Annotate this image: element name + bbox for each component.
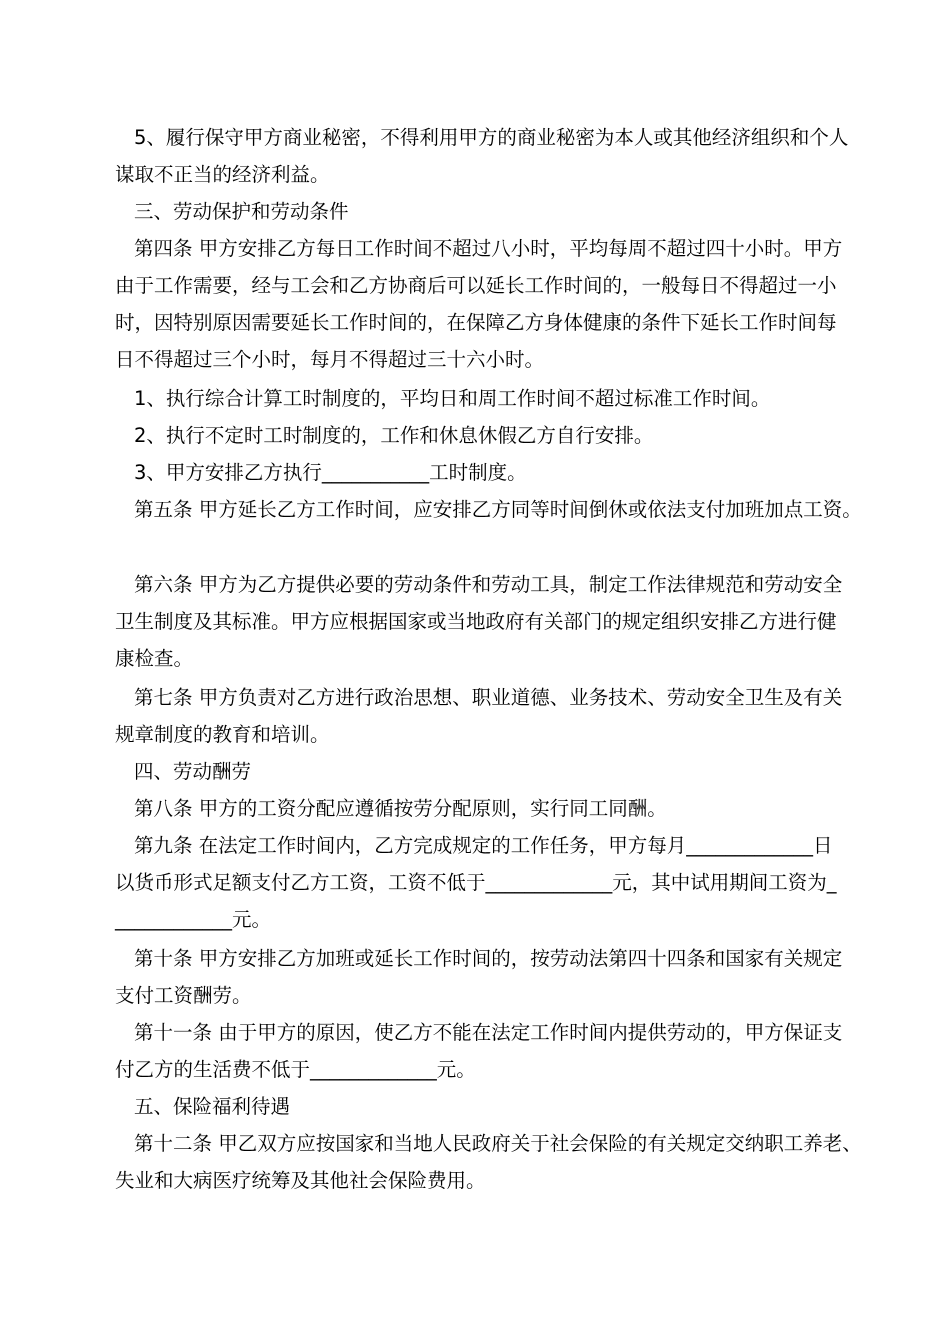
text-line: 卫生制度及其标准。甲方应根据国家或当地政府有关部门的规定组织安排乙方进行健 xyxy=(115,610,837,633)
text-line: 时，因特别原因需要延长工作时间的，在保障乙方身体健康的条件下延长工作时间每 xyxy=(115,311,837,334)
text-line: 第四条 甲方安排乙方每日工作时间不超过八小时，平均每周不超过四十小时。甲方 xyxy=(134,237,843,260)
text-line: 5、履行保守甲方商业秘密，不得利用甲方的商业秘密为本人或其他经济组织和个人 xyxy=(134,126,849,149)
text-line: 第六条 甲方为乙方提供必要的劳动条件和劳动工具，制定工作法律规范和劳动安全 xyxy=(134,573,843,596)
text-line: 康检查。 xyxy=(115,647,194,670)
text-line: 第十条 甲方安排乙方加班或延长工作时间的，按劳动法第四十四条和国家有关规定 xyxy=(134,947,843,970)
text-line: 付乙方的生活费不低于_____________元。 xyxy=(115,1058,476,1081)
section-heading: 四、劳动酬劳 xyxy=(134,760,252,783)
text-line: 由于工作需要，经与工会和乙方协商后可以延长工作时间的，一般每日不得超过一小 xyxy=(115,274,837,297)
text-line: 第八条 甲方的工资分配应遵循按劳分配原则，实行同工同酬。 xyxy=(134,797,667,820)
text-line: ____________元。 xyxy=(115,908,272,931)
text-line: 1、执行综合计算工时制度的，平均日和周工作时间不超过标准工作时间。 xyxy=(134,387,771,410)
text-line: 支付工资酬劳。 xyxy=(115,984,252,1007)
section-heading: 五、保险福利待遇 xyxy=(134,1095,291,1118)
text-line: 第十二条 甲乙双方应按国家和当地人民政府关于社会保险的有关规定交纳职工养老、 xyxy=(134,1132,862,1155)
text-line: 规章制度的教育和培训。 xyxy=(115,723,330,746)
text-line: 谋取不正当的经济利益。 xyxy=(115,163,330,186)
text-line: 第七条 甲方负责对乙方进行政治思想、职业道德、业务技术、劳动安全卫生及有关 xyxy=(134,686,843,709)
section-heading: 三、劳动保护和劳动条件 xyxy=(134,200,349,223)
text-line: 第十一条 由于甲方的原因，使乙方不能在法定工作时间内提供劳动的，甲方保证支 xyxy=(134,1021,843,1044)
text-line: 失业和大病医疗统筹及其他社会保险费用。 xyxy=(115,1169,486,1192)
text-line: 2、执行不定时工时制度的，工作和休息休假乙方自行安排。 xyxy=(134,424,654,447)
text-line: 第九条 在法定工作时间内，乙方完成规定的工作任务，甲方每月_____________日 xyxy=(134,834,833,857)
text-line: 以货币形式足额支付乙方工资，工资不低于_____________元，其中试用期间工资为_ xyxy=(115,871,837,894)
text-line: 日不得超过三个小时，每月不得超过三十六小时。 xyxy=(115,348,545,371)
text-line: 第五条 甲方延长乙方工作时间，应安排乙方同等时间倒休或依法支付加班加点工资。 xyxy=(134,498,862,521)
text-line: 3、甲方安排乙方执行___________工时制度。 xyxy=(134,461,527,484)
